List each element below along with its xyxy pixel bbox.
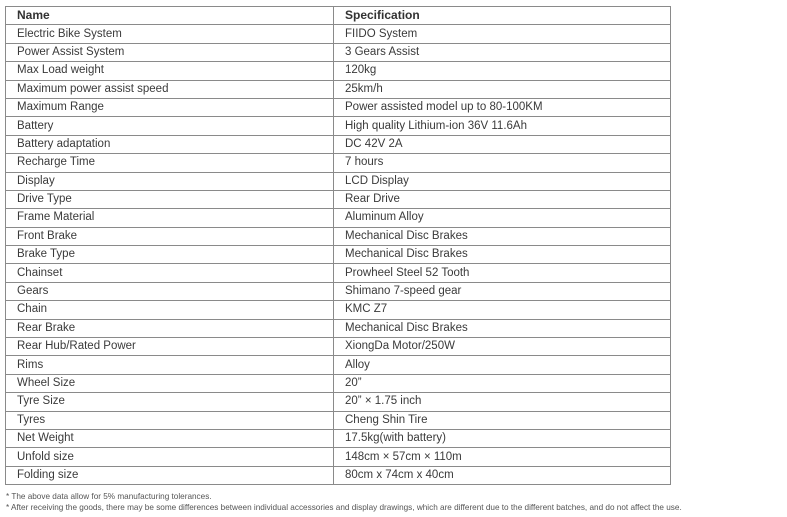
table-row (6, 25, 671, 43)
table-row (6, 319, 671, 337)
row-name-cell: Chainset (6, 264, 334, 282)
row-name-cell: Wheel Size (6, 374, 334, 392)
row-spec-cell: Mechanical Disc Brakes (334, 246, 671, 264)
row-name-cell: Front Brake (6, 227, 334, 245)
row-name-cell: Rear Hub/Rated Power (6, 338, 334, 356)
row-name-cell: Battery adaptation (6, 135, 334, 153)
row-name-cell: Tyre Size (6, 393, 334, 411)
footnotes (6, 492, 682, 513)
table-row (6, 80, 671, 98)
row-name-cell: Folding size (6, 466, 334, 484)
table-row (6, 227, 671, 245)
table-row (6, 135, 671, 153)
row-name-cell: Recharge Time (6, 154, 334, 172)
row-spec-cell: 3 Gears Assist (334, 43, 671, 61)
row-name-cell: Maximum Range (6, 98, 334, 116)
row-spec-cell: Shimano 7-speed gear (334, 282, 671, 300)
table-row (6, 429, 671, 447)
table-row (6, 172, 671, 190)
row-spec-cell: High quality Lithium-ion 36V 11.6Ah (334, 117, 671, 135)
row-name-cell: Electric Bike System (6, 25, 334, 43)
table-row (6, 282, 671, 300)
row-name-cell: Max Load weight (6, 62, 334, 80)
row-name-cell: Power Assist System (6, 43, 334, 61)
row-spec-cell: Cheng Shin Tire (334, 411, 671, 429)
header-specification: Specification (334, 7, 671, 25)
row-spec-cell: 20” × 1.75 inch (334, 393, 671, 411)
row-spec-cell: Mechanical Disc Brakes (334, 319, 671, 337)
row-spec-cell: XiongDa Motor/250W (334, 338, 671, 356)
table-row (6, 117, 671, 135)
table-row (6, 264, 671, 282)
row-spec-cell: 80cm x 74cm x 40cm (334, 466, 671, 484)
table-row (6, 466, 671, 484)
header-name: Name (6, 7, 334, 25)
row-name-cell: Rear Brake (6, 319, 334, 337)
footnote-tolerance: * The above data allow for 5% manufacturing tolerances. (6, 492, 212, 501)
row-spec-cell: Aluminum Alloy (334, 209, 671, 227)
table-row (6, 411, 671, 429)
table-row (6, 374, 671, 392)
row-name-cell: Net Weight (6, 429, 334, 447)
row-spec-cell: LCD Display (334, 172, 671, 190)
row-name-cell: Rims (6, 356, 334, 374)
row-spec-cell: 120kg (334, 62, 671, 80)
table-row (6, 98, 671, 116)
row-name-cell: Chain (6, 301, 334, 319)
row-spec-cell: Alloy (334, 356, 671, 374)
row-name-cell: Unfold size (6, 448, 334, 466)
row-name-cell: Frame Material (6, 209, 334, 227)
row-spec-cell: KMC Z7 (334, 301, 671, 319)
table-row (6, 301, 671, 319)
row-spec-cell: Mechanical Disc Brakes (334, 227, 671, 245)
row-name-cell: Brake Type (6, 246, 334, 264)
row-name-cell: Maximum power assist speed (6, 80, 334, 98)
row-spec-cell: 25km/h (334, 80, 671, 98)
row-name-cell: Battery (6, 117, 334, 135)
table-row (6, 190, 671, 208)
row-spec-cell: Power assisted model up to 80-100KM (334, 98, 671, 116)
row-spec-cell: Prowheel Steel 52 Tooth (334, 264, 671, 282)
table-row (6, 154, 671, 172)
table-row (6, 62, 671, 80)
table-header-row (6, 7, 671, 25)
table-row (6, 338, 671, 356)
row-spec-cell: Rear Drive (334, 190, 671, 208)
row-spec-cell: 148cm × 57cm × 110m (334, 448, 671, 466)
row-name-cell: Tyres (6, 411, 334, 429)
row-name-cell: Drive Type (6, 190, 334, 208)
spec-table (5, 6, 671, 485)
table-row (6, 356, 671, 374)
footnote-differences: * After receiving the goods, there may be some differences between individual accessories and display drawings, which are different due to the different batches, and do not affect the use. (6, 502, 682, 512)
row-spec-cell: 17.5kg(with battery) (334, 429, 671, 447)
row-name-cell: Gears (6, 282, 334, 300)
spec-table-body (6, 25, 671, 485)
row-spec-cell: 20” (334, 374, 671, 392)
row-spec-cell: FIIDO System (334, 25, 671, 43)
table-row (6, 209, 671, 227)
row-name-cell: Display (6, 172, 334, 190)
row-spec-cell: DC 42V 2A (334, 135, 671, 153)
row-spec-cell: 7 hours (334, 154, 671, 172)
table-row (6, 246, 671, 264)
table-row (6, 43, 671, 61)
table-row (6, 448, 671, 466)
table-row (6, 393, 671, 411)
